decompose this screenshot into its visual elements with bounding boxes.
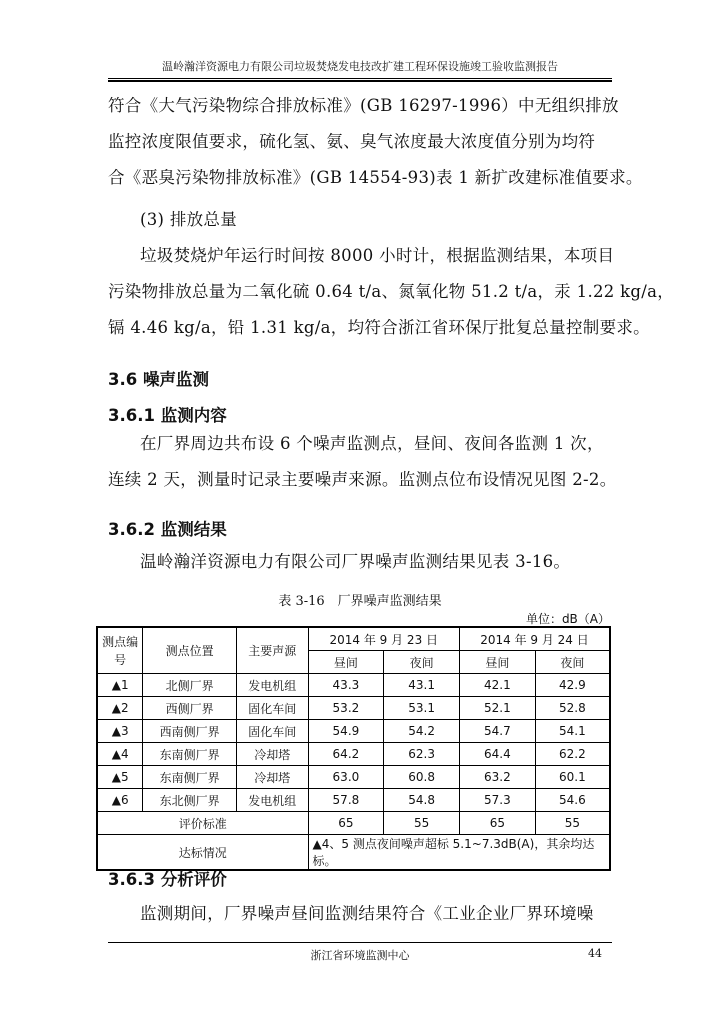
cell-location: 北侧厂界: [143, 674, 237, 697]
cell-source: 固化车间: [236, 720, 308, 743]
cell-value: 53.1: [384, 697, 460, 720]
paragraph-results-intro: 温岭瀚洋资源电力有限公司厂界噪声监测结果见表 3-16。: [140, 552, 571, 571]
cell-value: 60.1: [535, 766, 610, 789]
cell-source: 冷却塔: [236, 743, 308, 766]
table-header-row: [97, 627, 610, 651]
text-line: 镉 4.46 kg/a，铅 1.31 kg/a，均符合浙江省环保厅批复总量控制要求。: [108, 318, 650, 337]
section-heading-analysis: 3.6.3 分析评价: [108, 870, 227, 889]
header-date-1: 2014 年 9 月 23 日: [308, 627, 459, 651]
cell-value: 52.1: [459, 697, 535, 720]
section-heading-noise: 3.6 噪声监测: [108, 370, 209, 389]
paragraph-emission-standard: [108, 88, 643, 196]
table-row: [97, 789, 610, 812]
cell-value: 53.2: [308, 697, 384, 720]
cell-value: 64.4: [459, 743, 535, 766]
cell-standard-label: 评价标准: [97, 812, 308, 835]
cell-value: 60.8: [384, 766, 460, 789]
page-number: 44: [588, 947, 602, 960]
cell-location: 东北侧厂界: [143, 789, 237, 812]
cell-location: 东南侧厂界: [143, 766, 237, 789]
cell-value: 63.0: [308, 766, 384, 789]
text-line: 在厂界周边共布设 6 个噪声监测点，昼间、夜间各监测 1 次，: [140, 434, 604, 453]
cell-value: 63.2: [459, 766, 535, 789]
text-line: 连续 2 天，测量时记录主要噪声来源。监测点位布设情况见图 2-2。: [108, 470, 617, 489]
table-row: [97, 743, 610, 766]
cell-source: 发电机组: [236, 789, 308, 812]
section-heading-monitoring-results: 3.6.2 监测结果: [108, 520, 227, 539]
table-row: [97, 766, 610, 789]
text-line: 污染物排放总量为二氧化硫 0.64 t/a、氮氧化物 51.2 t/a，汞 1.22 kg/a，: [108, 282, 675, 301]
header-day: 昼间: [459, 651, 535, 674]
cell-value: 54.7: [459, 720, 535, 743]
section-heading-monitoring-content: 3.6.1 监测内容: [108, 406, 227, 425]
text-line: 合《恶臭污染物排放标准》(GB 14554-93)表 1 新扩改建标准值要求。: [108, 168, 643, 187]
paragraph-analysis: 监测期间，厂界噪声昼间监测结果符合《工业企业厂界环境噪: [140, 904, 594, 923]
header-night: 夜间: [535, 651, 610, 674]
header-source: 主要声源: [236, 627, 308, 674]
cell-source: 冷却塔: [236, 766, 308, 789]
cell-value: 52.8: [535, 697, 610, 720]
cell-value: 54.8: [384, 789, 460, 812]
cell-value: 62.3: [384, 743, 460, 766]
cell-value: 42.9: [535, 674, 610, 697]
table-row: [97, 697, 610, 720]
cell-value: 62.2: [535, 743, 610, 766]
cell-location: 西南侧厂界: [143, 720, 237, 743]
cell-standard-value: 65: [459, 812, 535, 835]
cell-point-no: ▲5: [97, 766, 143, 789]
cell-value: 43.3: [308, 674, 384, 697]
header-title: 温岭瀚洋资源电力有限公司垃圾焚烧发电技改扩建工程环保设施竣工验收监测报告: [162, 60, 558, 73]
cell-value: 54.2: [384, 720, 460, 743]
header-point-no: 测点编号: [97, 627, 143, 674]
cell-value: 54.1: [535, 720, 610, 743]
cell-source: 发电机组: [236, 674, 308, 697]
text-line: 符合《大气污染物综合排放标准》(GB 16297-1996）中无组织排放: [108, 96, 619, 115]
header-date-2: 2014 年 9 月 24 日: [459, 627, 610, 651]
cell-value: 64.2: [308, 743, 384, 766]
cell-point-no: ▲1: [97, 674, 143, 697]
cell-value: 42.1: [459, 674, 535, 697]
table-standard-row: [97, 812, 610, 835]
cell-point-no: ▲6: [97, 789, 143, 812]
table-compliance-row: [97, 835, 610, 871]
paragraph-monitoring-content: [108, 426, 617, 498]
cell-value: 57.3: [459, 789, 535, 812]
cell-point-no: ▲2: [97, 697, 143, 720]
noise-results-table: [96, 626, 611, 871]
header-night: 夜间: [384, 651, 460, 674]
table-row: [97, 720, 610, 743]
cell-point-no: ▲4: [97, 743, 143, 766]
cell-compliance-text: ▲4、5 测点夜间噪声超标 5.1~7.3dB(A)，其余均达标。: [308, 835, 610, 871]
cell-value: 43.1: [384, 674, 460, 697]
cell-standard-value: 65: [308, 812, 384, 835]
cell-standard-value: 55: [384, 812, 460, 835]
cell-value: 54.9: [308, 720, 384, 743]
cell-value: 54.6: [535, 789, 610, 812]
cell-point-no: ▲3: [97, 720, 143, 743]
cell-location: 西侧厂界: [143, 697, 237, 720]
cell-source: 固化车间: [236, 697, 308, 720]
cell-location: 东南侧厂界: [143, 743, 237, 766]
page-header: [108, 58, 612, 79]
table-row: [97, 674, 610, 697]
page-footer: [108, 942, 612, 963]
cell-value: 57.8: [308, 789, 384, 812]
paragraph-emission-total: [108, 238, 675, 346]
header-day: 昼间: [308, 651, 384, 674]
footer-organization: 浙江省环境监测中心: [310, 949, 410, 962]
text-line: 垃圾焚烧炉年运行时间按 8000 小时计，根据监测结果，本项目: [140, 246, 615, 265]
text-line: 监控浓度限值要求，硫化氢、氨、臭气浓度最大浓度值分别为均符: [108, 132, 596, 151]
cell-standard-value: 55: [535, 812, 610, 835]
table-caption: 表 3-16 厂界噪声监测结果: [278, 594, 442, 609]
subheading-emission-total: (3) 排放总量: [140, 210, 238, 229]
cell-compliance-label: 达标情况: [97, 835, 308, 871]
table-unit: 单位：dB（A）: [525, 612, 610, 626]
header-location: 测点位置: [143, 627, 237, 674]
